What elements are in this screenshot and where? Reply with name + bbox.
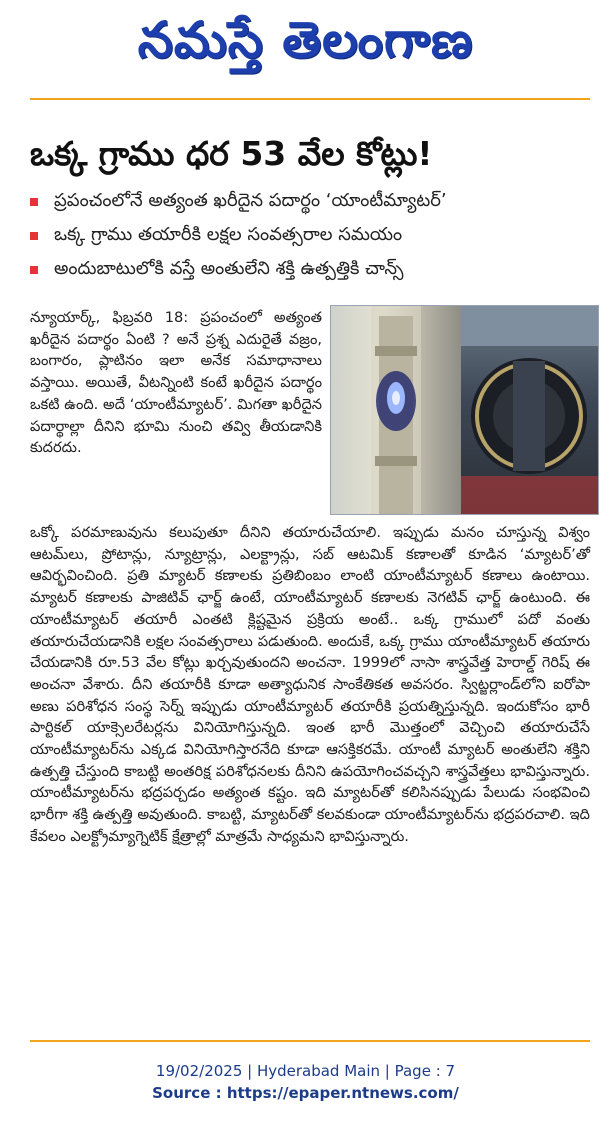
bullet-square-icon (30, 198, 38, 206)
highlight-text: ఒక్క గ్రాము తయారీకి లక్షల సంవత్సరాల సమయం (54, 223, 403, 245)
article-headline: ఒక్క గ్రాము ధర 53 వేల కోట్లు! (30, 134, 433, 173)
highlight-item (30, 219, 600, 253)
highlight-text: అందుబాటులోకి వస్తే అంతులేని శక్తి ఉత్పత్తికి చాన్స్ (54, 257, 404, 279)
page-footer (0, 1060, 611, 1104)
article-body-main: ఒక్కో పరమాణువును కలుపుతూ దీనిని తయారుచేయాలి. ఇప్పుడు మనం చూస్తున్న విశ్వం ఆటమ్‌లు, ప్రోటాన్లు, న్యూట్రాన్లు, ఎలక్ట్రాన్లు, సబ్ ఆటమిక్ కణాలతో కూడిన ‘మ్యాటర్’తో ఆవిర్భవించింది. ప్రతి మ్యాటర్ కణాలకు ప్రతిబింబం లాంటి యాంటీమ్యాటర్ కణాలు ఉంటాయి. మ్యాటర్ కణాలకు పాజిటివ్ ఛార్జ్ ఉంటే, యాంటీమ్యాటర్ కణాలకు నెగటివ్ ఛార్జ్ ఉంటుంది. ఈ యాంటీమ్యాటర్ తయారీ ఎంతటి క్లిష్టమైన ప్రక్రియ అంటే.. ఒక్క గ్రాములో పదో వంతు తయారుచేయడానికి లక్షల సంవత్సరాలు పడుతుంది. అందుకే, ఒక్క గ్రాము యాంటీమ్యాటర్ తయారు చేయడానికి రూ.53 వేల కోట్లు ఖర్చవుతుందని అంచనా. 1999లో నాసా శాస్త్రవేత్త హెరాల్డ్ గెరిష్ ఈ అంచనా వేశారు. దీని తయారీకి కూడా అత్యాధునిక సాంకేతికత అవసరం. స్విట్జర్లాండ్‌లోని ఐరోపా అణు పరిశోధన సంస్థ సెర్న్ ఇప్పుడు యాంటీమ్యాటర్ తయారీకి ప్రయత్నిస్తున్నది. ఇందుకోసం భారీ పార్టికల్ యాక్సెలరేటర్లను వినియోగిస్తున్నది. ఇంత భారీ మొత్తంలో వెచ్చించి తయారుచేసే యాంటీమ్యాటర్‌ను ఎక్కడ వినియోగిస్తారనేది కూడా ఆసక్తికరమే. యాంటీ మ్యాటర్ అంతులేని శక్తిని ఉత్పత్తి చేస్తుంది కాబట్టి అంతరిక్ష పరిశోధనలకు దీనిని ఉపయోగించవచ్చని శాస్త్రవేత్తలు భావిస్తున్నారు. యాంటీమ్యాటర్‌ను భద్రపర్చడం అత్యంత కష్టం. ఇది మ్యాటర్‌తో కలిసినప్పుడు పేలుడు సంభవించి భారీగా శక్తి ఉత్పత్తి అవుతుంది. కాబట్టి, మ్యాటర్‌తో కలవకుండా యాంటీమ్యాటర్‌ను భద్రపరచాలి. ఇది కేవలం ఎలక్ట్రోమ్యాగ్నెటిక్ క్షేత్రాల్లో మాత్రమే సాధ్యమని భావిస్తున్నారు. (30, 524, 590, 845)
highlight-text: ప్రపంచంలోనే అత్యంత ఖరీదైన పదార్థం ‘యాంటీమ్యాటర్’ (54, 189, 447, 211)
bottom-divider (30, 1040, 590, 1042)
edition-info: 19/02/2025 | Hyderabad Main | Page : 7 (155, 1062, 456, 1080)
particle-accelerator-photo (461, 306, 598, 514)
source-link[interactable]: Source : https://epaper.ntnews.com/ (152, 1084, 459, 1102)
bullet-square-icon (30, 266, 38, 274)
antimatter-trap-photo (331, 306, 461, 514)
highlight-item (30, 253, 600, 287)
article-body-intro: న్యూయార్క్, ఫిబ్రవరి 18: ప్రపంచంలో అత్యంత ఖరీదైన పదార్థం ఏంటి ? అనే ప్రశ్న ఎదురైతే వజ్రం, బంగారం, ప్లాటినం ఇలా అనేక సమాధానాలు వస్తాయి. అయితే, వీటన్నింటి కంటే ఖరీదైన పదార్థం ఒకటి ఉంది. అదే ‘యాంటీమ్యాటర్’. మిగతా ఖరీదైన పదార్థాల్లా దీనిని భూమి నుంచి తవ్వి తీయడానికి కుదరదు. (30, 309, 322, 457)
newspaper-logo: నమస్తే తెలంగాణ (137, 11, 474, 69)
article-photo (330, 305, 599, 515)
highlight-list (30, 185, 600, 287)
top-divider (30, 98, 590, 100)
bullet-square-icon (30, 232, 38, 240)
highlight-item (30, 185, 600, 219)
masthead (0, 0, 611, 88)
